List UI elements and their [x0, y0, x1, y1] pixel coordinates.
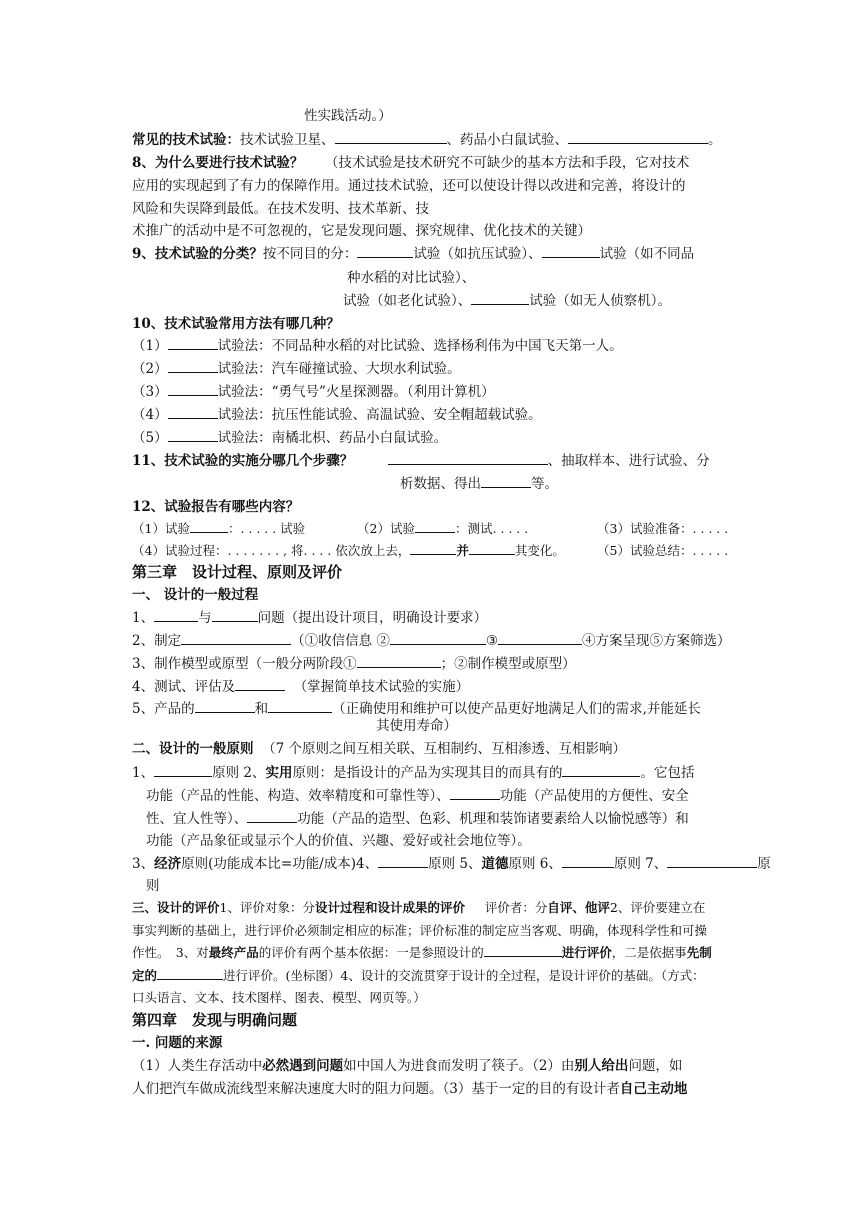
blank	[450, 786, 500, 800]
blank	[542, 244, 600, 258]
section-heading: 一、 设计的一般过程	[132, 587, 259, 603]
section-heading: 一. 问题的来源	[132, 1035, 223, 1051]
text-line: 1、 与 问题（提出设计项目，明确设计要求）	[132, 610, 488, 626]
blank	[357, 244, 413, 258]
blank	[568, 130, 708, 144]
blank	[415, 519, 455, 533]
blank	[469, 541, 515, 555]
section-heading: 12、试验报告有哪些内容？	[132, 499, 300, 515]
list-item: （4） 试验法：抗压性能试验、高温试验、安全帽超载试验。	[132, 407, 542, 423]
blank	[195, 699, 255, 713]
text-line: 常见的技术试验：技术试验卫星、 、药品小白鼠试验、 。	[132, 132, 722, 148]
blank	[154, 763, 212, 777]
list-item: （5） 试验法：南橘北枳、药品小白鼠试验。	[132, 430, 448, 446]
blank	[335, 130, 447, 144]
text-line: 功能（产品的性能、构造、效率精度和可靠性等）、 功能（产品使用的方便性、安全	[146, 788, 689, 804]
text-line: 析数据、得出 等。	[400, 476, 558, 492]
blank	[181, 631, 291, 645]
blank	[247, 809, 297, 823]
section-heading: 10、技术试验常用方法有哪几种？	[132, 316, 340, 332]
blank	[157, 966, 223, 980]
text-line: （3）试验准备：. . . . .	[597, 521, 729, 536]
text-line: 5、产品的 和 （正确使用和维护可以使产品更好地满足人们的需求,并能延长	[132, 701, 701, 717]
chapter-title: 第四章 发现与明确问题	[132, 1011, 298, 1029]
text-line: 定的 进行评价。(坐标图）4、设计的交流贯穿于设计的全过程，是设计评价的基础。（方式：	[132, 968, 705, 983]
text-line: 2、制定 （①收信信息 ② ③ ④方案呈现⑤方案筛选）	[132, 633, 731, 649]
text-line: 3、经济原则(功能成本比=功能/成本)4、 原则 5、道德原则 6、 原则 7、 原	[132, 856, 771, 872]
text-line: 风险和失误降到最低。在技术发明、技术革新、技	[132, 201, 429, 217]
blank	[154, 608, 198, 622]
blank	[484, 943, 562, 957]
text-line: 8、为什么要进行技术试验？ （技术试验是技术研究不可缺少的基本方法和手段，它对技术	[132, 155, 690, 171]
blank	[168, 428, 218, 442]
text-line: 1、 原则 2、实用原则：是指设计的产品为实现其目的而具有的 。它包括	[132, 765, 695, 781]
text-line: 三、设计的评价1、评价对象：分设计过程和设计成果的评价 评价者：分自评、他评2、评价要建立在	[132, 900, 706, 915]
text-line: 作性。 3、对最终产品的评价有两个基本依据：一是参照设计的 进行评价，二是依据事先制	[132, 945, 712, 960]
blank	[481, 474, 531, 488]
blank	[562, 763, 640, 777]
text-line: 事实判断的基础上，进行评价必须制定相应的标准；评价标准的制定应当客观、明确，体现科学性和可操	[132, 923, 708, 938]
list-item: （2） 试验法：汽车碰撞试验、大坝水利试验。	[132, 361, 461, 377]
blank	[410, 541, 456, 555]
blank	[212, 608, 258, 622]
text-line: 人们把汽车做成流线型来解决速度大时的阻力问题。（3）基于一定的目的有设计者自己主动地	[132, 1081, 688, 1097]
text-line: （5）试验总结：. . . . .	[597, 543, 729, 558]
blank	[168, 382, 218, 396]
text-line: 性、宜人性等）、 功能（产品的造型、色彩、机理和装饰诸要素给人以愉悦感等）和	[146, 811, 689, 827]
text-line: （2）试验 ：测试. . . . .	[357, 521, 529, 536]
text-line: 9、技术试验的分类？按不同目的分： 试验（如抗压试验）、 试验（如不同品	[132, 246, 695, 262]
blank	[388, 451, 548, 465]
text-line: （4）试验过程：. . . . . . . , 将. . . . 依次放上去， 并 其变化。	[132, 543, 565, 558]
blank	[357, 654, 441, 668]
text-line: （1）试验 ：. . . . . 试验	[132, 521, 306, 536]
text-line: 口头语言、文本、技术图样、图表、模型、网页等。）	[132, 990, 426, 1005]
list-item: （3） 试验法：“勇气号”火星探测器。（利用计算机）	[132, 384, 495, 400]
text-line: 11、技术试验的实施分哪几个步骤？ 、抽取样本、进行试验、分	[132, 453, 710, 469]
blank	[168, 359, 218, 373]
blank	[390, 631, 486, 645]
text-line: 4、测试、评估及 （掌握简单技术试验的实施）	[132, 679, 470, 695]
blank	[268, 699, 332, 713]
blank	[168, 336, 218, 350]
blank	[235, 677, 285, 691]
blank	[667, 854, 757, 868]
chapter-title: 第三章 设计过程、原则及评价	[132, 563, 343, 581]
blank	[190, 519, 228, 533]
text-line: 应用的实现起到了有力的保障作用。通过技术试验，还可以使设计得以改进和完善，将设计的	[132, 178, 686, 194]
text-line: 试验（如老化试验）、 试验（如无人侦察机）。	[343, 293, 671, 309]
blank	[378, 854, 428, 868]
text-line: 其使用寿命）	[376, 718, 457, 734]
blank	[168, 405, 218, 419]
text-line: 功能（产品象征或显示个人的价值、兴趣、爱好或社会地位等）。	[146, 833, 531, 849]
blank	[471, 291, 529, 305]
text-line: 性实践活动。）	[304, 108, 392, 124]
text-line: （1）人类生存活动中必然遇到问题如中国人为进食而发明了筷子。（2）由别人给出问题，如	[132, 1058, 683, 1074]
text-line: 术推广的活动中是不可忽视的，它是发现问题、探究规律、优化技术的关键）	[132, 223, 591, 239]
blank	[562, 854, 614, 868]
section-heading: 二、设计的一般原则 （7 个原则之间互相关联、互相制约、互相渗透、互相影响）	[132, 741, 626, 757]
text-line: 3、制作模型或原型（一般分两阶段① ；②制作模型或原型）	[132, 656, 576, 672]
list-item: （1） 试验法：不同品种水稻的对比试验、选择杨利伟为中国飞天第一人。	[132, 338, 623, 354]
text-line: 种水稻的对比试验）、	[347, 270, 476, 286]
blank	[498, 631, 582, 645]
text-line: 则	[146, 878, 160, 894]
